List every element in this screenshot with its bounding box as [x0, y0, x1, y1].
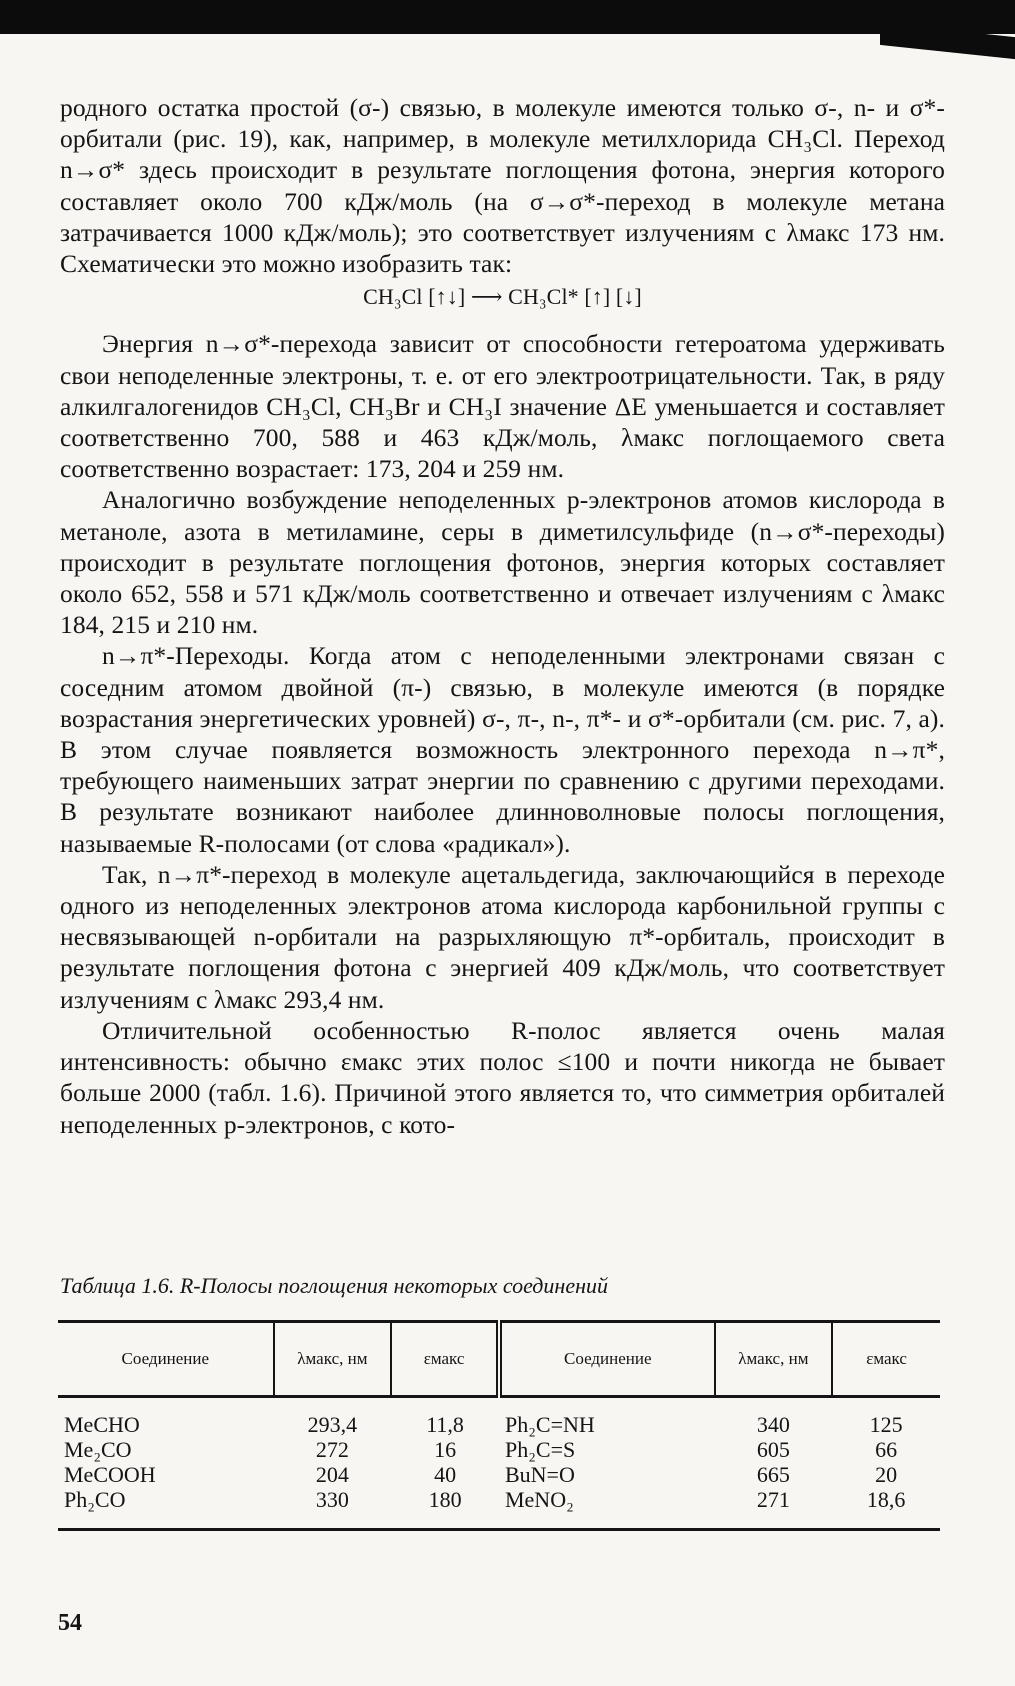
formula: CH₃Cl [↑↓] ⟶ CH₃Cl* [↑] [↓]: [363, 284, 642, 310]
cell-lambda: 665: [756, 1462, 790, 1487]
cell-lambda: 204: [315, 1462, 349, 1487]
table-header-row: [58, 1322, 940, 1397]
header-epsilon-2: εмакс: [832, 1322, 940, 1397]
paragraph-6: Отличительной особенностью R-полос является очень малая интенсивность: обычно εмакс этих полос ≤100 и почти никогда не бывает больше 2000 (табл. 1.6). Причиной этого является то, что симметрия орбиталей неподеленных p-электронов, с кото-: [60, 1015, 945, 1139]
cell-compound: Ph₂C=NH: [504, 1412, 595, 1437]
absorption-table: [58, 1320, 940, 1531]
cell-compound: Ph₂C=S: [504, 1437, 576, 1462]
cell-lambda: 605: [756, 1437, 790, 1462]
table-row: [58, 1437, 940, 1462]
cell-compound: Me₂CO: [64, 1437, 132, 1462]
header-lambda-2: λмакс, нм: [715, 1322, 833, 1397]
table-row: [58, 1487, 940, 1530]
cell-compound: MeNO₂: [499, 1487, 715, 1530]
cell-lambda: 272: [315, 1437, 349, 1462]
body-text: [60, 92, 945, 1140]
scan-edge-shadow: [0, 0, 1015, 34]
cell-lambda: 340: [756, 1412, 790, 1437]
table-row: [58, 1462, 940, 1487]
cell-epsilon: 66: [875, 1437, 898, 1462]
cell-epsilon: 18,6: [832, 1487, 940, 1530]
table-row: [58, 1397, 940, 1438]
header-compound-1: Соединение: [58, 1322, 274, 1397]
header-compound-2: Соединение: [499, 1322, 715, 1397]
cell-epsilon: 20: [875, 1462, 898, 1487]
table-caption: Таблица 1.6. R-Полосы поглощения некоторых соединений: [60, 1273, 609, 1298]
paragraph-5: Так, n→π*-переход в молекуле ацетальдегида, заключающийся в переходе одного из неподеленных электронов атома кислорода карбонильной группы с несвязывающей n-орбитали на разрыхляющую π*-орбиталь, происходит в результате поглощения фотона с энергией 409 кДж/моль, что соответствует излучениям с λмакс 293,4 нм.: [60, 859, 945, 1014]
paragraph-2: Энергия n→σ*-перехода зависит от способности гетероатома удерживать свои неподеленные электроны, т. е. от его электроотрицательности. Так, в ряду алкилгалогенидов CH₃Cl, CH₃Br и CH₃I значение ΔE уменьшается и составляет соответственно 700, 588 и 463 кДж/моль, λмакс поглощаемого света соответственно возрастает: 173, 204 и 259 нм.: [60, 329, 945, 484]
page-number: 54: [58, 1610, 82, 1636]
cell-compound: BuN=O: [504, 1462, 575, 1487]
header-lambda-1: λмакс, нм: [274, 1322, 392, 1397]
cell-epsilon: 11,8: [426, 1412, 464, 1437]
cell-lambda: 330: [274, 1487, 392, 1530]
cell-epsilon: 125: [869, 1412, 903, 1437]
cell-compound: MeCHO: [64, 1412, 140, 1437]
paragraph-4: n→π*-Переходы. Когда атом с неподеленными электронами связан с соседним атомом двойной (π-) связью, в молекуле имеются (в порядке возрастания энергетических уровней) σ-, π-, n-, π*- и σ*-орбитали (см. рис. 7, а). В этом случае появляется возможность электронного перехода n→π*, требующего наименьших затрат энергии по сравнению с другими переходами. В результате возникают наиболее длинноволновые полосы поглощения, называемые R-полосами (от слова «радикал»).: [60, 641, 945, 858]
cell-epsilon: 16: [434, 1437, 457, 1462]
cell-epsilon: 180: [391, 1487, 499, 1530]
cell-lambda: 293,4: [307, 1412, 358, 1437]
cell-epsilon: 40: [434, 1462, 457, 1487]
cell-lambda: 271: [715, 1487, 833, 1530]
header-epsilon-1: εмакс: [391, 1322, 499, 1397]
table-container: [58, 1320, 940, 1531]
paragraph-1: родного остатка простой (σ-) связью, в молекуле имеются только σ-, n- и σ*-орбитали (рис. 19), как, например, в молекуле метилхлорида CH₃Cl. Переход n→σ* здесь происходит в результате поглощения фотона, энергия которого составляет около 700 кДж/моль (на σ→σ*-переход в молекуле метана затрачивается 1000 кДж/моль); это соответствует излучениям с λмакс 173 нм. Схематически это можно изобразить так:: [60, 93, 945, 279]
paragraph-3: Аналогично возбуждение неподеленных p-электронов атомов кислорода в метаноле, азота в метиламине, серы в диметилсульфиде (n→σ*-переходы) происходит в результате поглощения фотонов, энергия которых составляет около 652, 558 и 571 кДж/моль соответственно и отвечает излучениям с λмакс 184, 215 и 210 нм.: [60, 485, 945, 640]
cell-compound: MeCOOH: [64, 1462, 156, 1487]
cell-compound: Ph₂CO: [58, 1487, 274, 1530]
